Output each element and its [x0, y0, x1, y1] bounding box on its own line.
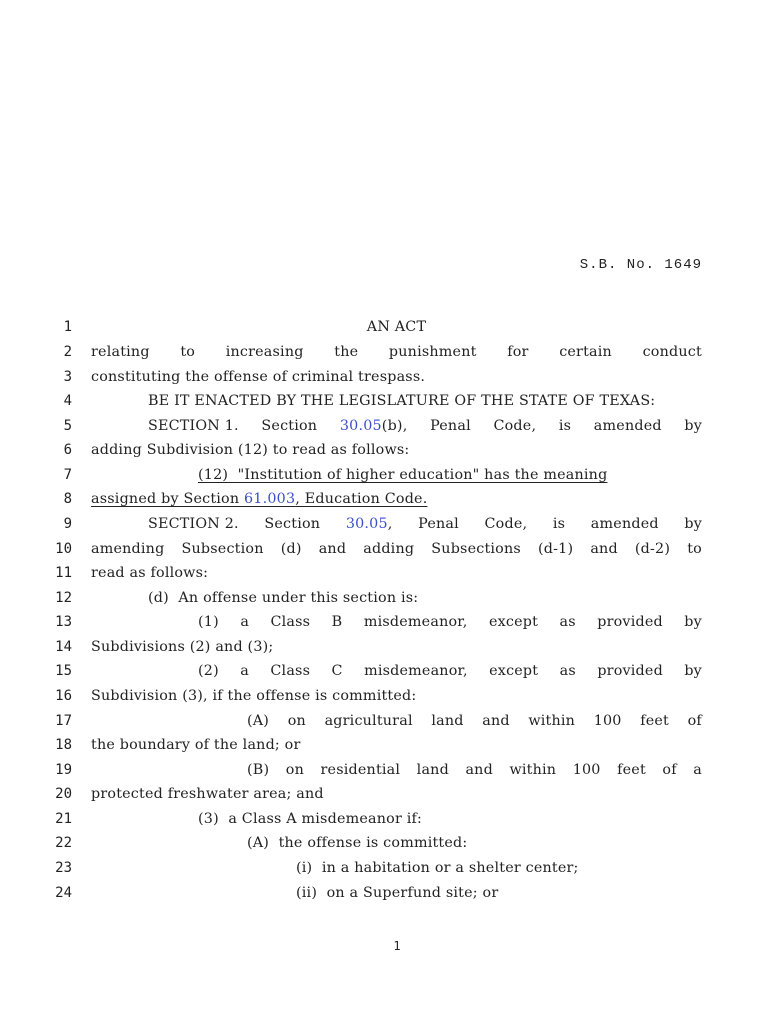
- line-number: 12: [55, 590, 72, 606]
- subparagraph-i: (i) in a habitation or a shelter center;: [296, 860, 579, 876]
- section-61-003-link[interactable]: 61.003: [244, 491, 296, 507]
- text-line: Subdivision (3), if the offense is committed:: [91, 688, 417, 704]
- text-line: protected freshwater area; and: [91, 786, 324, 802]
- line-number: 1: [63, 319, 72, 335]
- line-number: 10: [55, 541, 72, 557]
- bill-number: S.B. No. 1649: [579, 257, 702, 273]
- line-number: 24: [55, 885, 72, 901]
- paragraph-a: (A) the offense is committed:: [247, 835, 468, 851]
- line-number: 2: [63, 344, 72, 360]
- line-number: 5: [63, 418, 72, 434]
- line-number: 14: [55, 639, 72, 655]
- line-number: 22: [55, 835, 72, 851]
- paragraph-a: (A) on agricultural land and within 100 feet of: [247, 713, 702, 729]
- inserted-text: (12) "Institution of higher education" has the meaning: [198, 467, 608, 483]
- line-number: 18: [55, 737, 72, 753]
- subdivision-1: (1) a Class B misdemeanor, except as provided by: [198, 614, 702, 630]
- line-number: 15: [55, 663, 72, 679]
- section-1-heading: SECTION 1. Section 30.05(b), Penal Code, is amended by: [148, 418, 702, 434]
- subparagraph-ii: (ii) on a Superfund site; or: [296, 885, 499, 901]
- line-number: 8: [63, 491, 72, 507]
- section-30-05-link[interactable]: 30.05: [339, 418, 382, 434]
- line-number: 19: [55, 762, 72, 778]
- text-line: read as follows:: [91, 565, 209, 581]
- text-line: Subdivisions (2) and (3);: [91, 639, 274, 655]
- line-number: 11: [55, 565, 72, 581]
- section-2-heading: SECTION 2. Section 30.05, Penal Code, is amended by: [148, 516, 702, 532]
- line-number: 4: [63, 393, 72, 409]
- line-number: 21: [55, 811, 72, 827]
- text-line: the boundary of the land; or: [91, 737, 301, 753]
- line-number: 3: [63, 369, 72, 385]
- text-line: constituting the offense of criminal trespass.: [91, 369, 426, 385]
- line-number: 9: [63, 516, 72, 532]
- line-number: 13: [55, 614, 72, 630]
- page-number: 1: [393, 939, 401, 953]
- text-line: amending Subsection (d) and adding Subsections (d-1) and (d-2) to: [91, 541, 702, 557]
- line-number: 7: [63, 467, 72, 483]
- text-line: relating to increasing the punishment for certain conduct: [91, 344, 702, 360]
- paragraph-b: (B) on residential land and within 100 feet of a: [247, 762, 702, 778]
- subdivision-3: (3) a Class A misdemeanor if:: [198, 811, 423, 827]
- subsection-d: (d) An offense under this section is:: [148, 590, 419, 606]
- act-heading: AN ACT: [366, 319, 427, 335]
- inserted-text: assigned by Section 61.003, Education Code.: [91, 491, 428, 507]
- text-line: adding Subdivision (12) to read as follows:: [91, 442, 410, 458]
- line-number: 6: [63, 442, 72, 458]
- line-number: 20: [55, 786, 72, 802]
- line-number: 23: [55, 860, 72, 876]
- line-number: 17: [55, 713, 72, 729]
- enacting-clause: BE IT ENACTED BY THE LEGISLATURE OF THE STATE OF TEXAS:: [148, 393, 656, 409]
- subdivision-2: (2) a Class C misdemeanor, except as provided by: [198, 663, 702, 679]
- line-number: 16: [55, 688, 72, 704]
- section-30-05-link[interactable]: 30.05: [345, 516, 388, 532]
